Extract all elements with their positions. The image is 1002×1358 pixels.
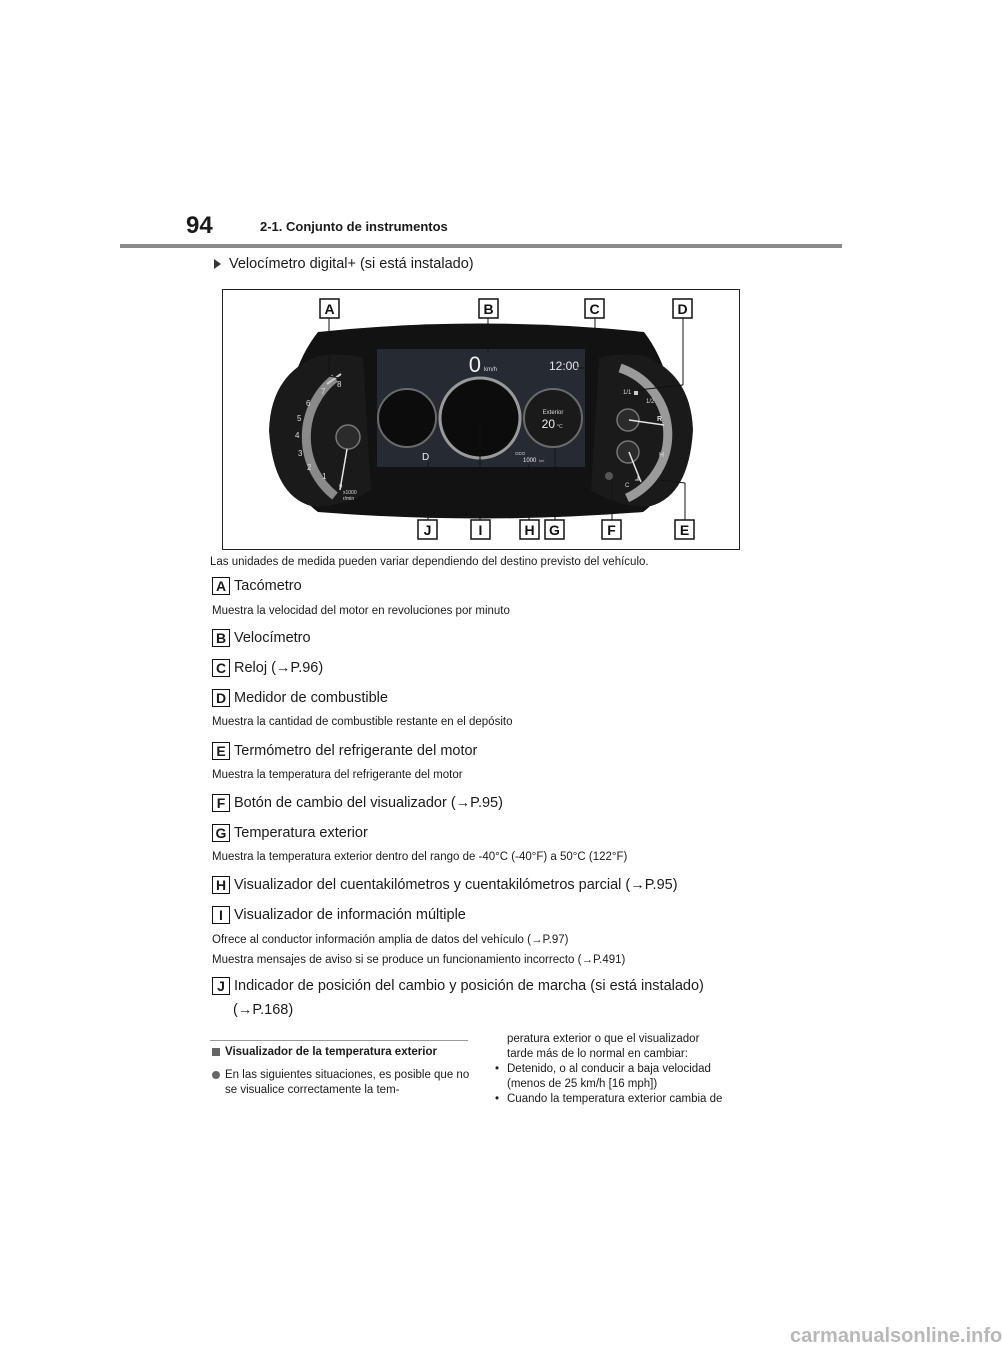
note-dash-item-1: • Detenido, o al conducir a baja velocidad [493,1062,763,1077]
odo-label: ODO [515,451,526,456]
rpm-tick: 3 [298,449,303,458]
item-b [212,629,311,647]
exterior-temp-unit: °C [557,424,563,430]
rpm-unit-multiplier: x1000 [343,490,357,496]
variant-title-text: Velocímetro digital+ (si está instalado) [229,256,474,272]
item-g-badge: G [212,824,230,842]
item-e-desc: Muestra la temperatura del refrigerante del motor [212,769,463,781]
exterior-label: Exterior [542,410,564,416]
note-heading [212,1046,437,1058]
item-i-desc-2: Muestra mensajes de aviso si se produce un funcionamiento incorrecto (→P.491) [212,954,626,966]
temp-cold-mark: C [625,483,630,489]
rpm-zero: 0 [339,484,343,490]
clock-value: 12:00 [549,359,580,373]
callout-d: D [677,301,688,317]
item-e-label: Termómetro del refrigerante del motor [234,743,478,759]
rpm-tick: 8 [337,380,342,389]
item-i [212,906,466,924]
callout-h: H [524,522,535,538]
round-bullet-icon [212,1071,220,1079]
item-a-desc: Muestra la velocidad del motor en revoluciones por minuto [212,605,510,617]
item-h-label: Visualizador del cuentakilómetros y cuentakilómetros parcial (→P.95) [234,877,678,893]
item-f [212,794,503,812]
odo-unit: km [539,458,545,463]
item-j-ref: (→P.168) [233,1002,294,1018]
callout-e: E [679,522,690,538]
fuel-full-mark: 1/1 [623,390,632,396]
rpm-tick: 5 [297,414,302,423]
callout-i: I [478,522,483,538]
item-b-badge: B [212,629,230,647]
item-b-label: Velocímetro [234,630,311,646]
note-bullet-text: En las siguientes situaciones, es posible que no se visualice correctamente la tem- [225,1069,470,1096]
rpm-tick: 1 [322,472,327,481]
section-divider [210,1040,468,1041]
header-rule [120,244,842,248]
item-h-badge: H [212,876,230,894]
callout-f: F [607,522,616,538]
variant-title [214,256,474,272]
fuel-pump-icon [634,391,638,395]
speed-unit: km/h [484,367,498,373]
item-a-badge: A [212,577,230,595]
item-f-label: Botón de cambio del visualizador (→P.95) [234,795,503,811]
item-j-badge: J [212,977,230,995]
item-f-badge: F [212,794,230,812]
note-bullet [212,1068,472,1098]
item-a [212,577,302,595]
note-heading-text: Visualizador de la temperatura exterior [225,1046,437,1058]
rpm-tick: 6 [306,399,311,408]
callout-c: C [589,301,600,317]
speed-value: 0 [468,352,481,377]
units-note: Las unidades de medida pueden variar dependiendo del destino previsto del vehículo. [210,556,649,568]
callout-g: G [549,522,560,538]
temp-hot-mark: H [659,452,665,459]
section-title: 2-1. Conjunto de instrumentos [260,219,448,234]
item-d-desc: Muestra la cantidad de combustible restante en el depósito [212,716,513,728]
note-dash-item-1-cont: (menos de 25 km/h [16 mph]) [507,1078,658,1090]
footer-watermark: carmanualsonline.info [790,1325,1002,1347]
callout-a: A [324,301,335,317]
rpm-unit: r/min [343,496,355,502]
item-d-label: Medidor de combustible [234,690,388,706]
item-i-badge: I [212,906,230,924]
exterior-temp: 20 [541,417,555,431]
instrument-cluster-figure [222,289,740,550]
fuel-half-mark: 1/2 [646,399,655,405]
item-g-label: Temperatura exterior [234,825,368,841]
callout-b: B [483,301,494,317]
item-c-badge: C [212,659,230,677]
rpm-tick: 4 [295,431,300,440]
item-a-label: Tacómetro [234,578,302,594]
rpm-tick: 7 [321,387,326,396]
note-continuation-1: peratura exterior o que el visualizador [507,1033,700,1045]
item-j-label: Indicador de posición del cambio y posición de marcha (si está instalado) [234,978,704,994]
square-bullet-icon [212,1048,220,1056]
item-d-badge: D [212,689,230,707]
page-number: 94 [186,212,213,239]
item-e [212,742,477,760]
item-c [212,659,323,677]
item-j [212,977,704,995]
item-g-desc: Muestra la temperatura exterior dentro del rango de -40°C (-40°F) a 50°C (122°F) [212,851,628,863]
note-dash-item-2: • Cuando la temperatura exterior cambia de [493,1092,763,1107]
fuel-reserve-mark: R [657,416,663,423]
item-h [212,876,678,894]
callout-j: J [423,522,432,538]
triangle-bullet-icon [214,259,221,269]
note-column-2 [493,1032,763,1107]
rpm-tick: 2 [307,463,312,472]
item-c-label: Reloj (→P.96) [234,660,324,676]
item-d [212,689,388,707]
item-i-label: Visualizador de información múltiple [234,907,466,923]
item-g [212,824,368,842]
gear-indicator: D [422,452,430,463]
odo-value: 1000 [523,458,537,464]
item-e-badge: E [212,742,230,760]
item-i-desc: Ofrece al conductor información amplia de datos del vehículo (→P.97) [212,934,569,946]
note-continuation-2: tarde más de lo normal en cambiar: [507,1048,688,1060]
